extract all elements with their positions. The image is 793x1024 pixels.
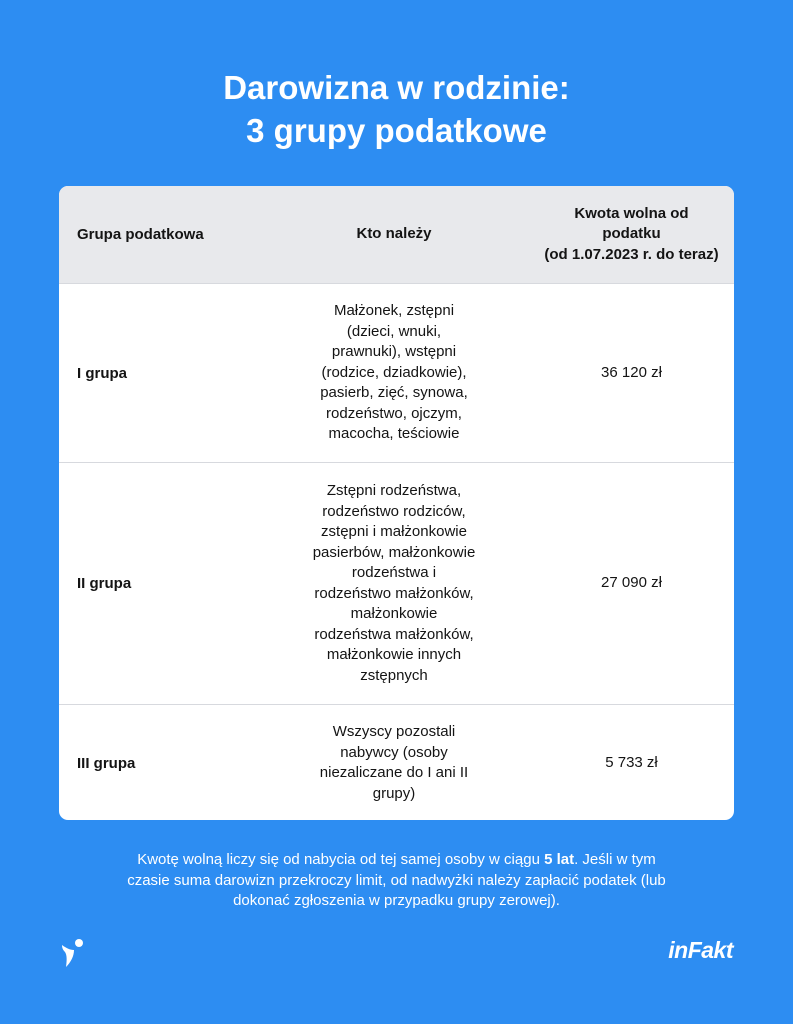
page-title xyxy=(0,66,793,152)
header-who: Kto należy xyxy=(356,225,432,243)
table-row xyxy=(59,462,734,704)
footnote-line-1: Kwotę wolną liczy się od nabycia od tej samej osoby w ciągu 5 lat. Jeśli w tym xyxy=(137,851,656,868)
header-group: Grupa podatkowa xyxy=(77,226,204,243)
table-row xyxy=(59,283,734,462)
page-title-line-1: Darowizna w rodzinie: xyxy=(223,69,570,106)
footnote xyxy=(40,850,753,912)
row-who: Małżonek, zstępni (dzieci, wnuki, prawnuki), wstępni (rodzice, dziadkowie), pasierb, zięć, synowa, rodzeństwo, ojczym, macocha, teściowie xyxy=(320,302,468,443)
table-row xyxy=(59,704,734,820)
header-amount: Kwota wolna od podatku (od 1.07.2023 r. do teraz) xyxy=(544,204,719,263)
footnote-line-3: dokonać zgłoszenia w przypadku grupy zerowej). xyxy=(233,892,560,909)
row-who: Wszyscy pozostali nabywcy (osoby niezaliczane do I ani II grupy) xyxy=(319,723,469,802)
row-group: II grupa xyxy=(77,575,132,592)
row-amount: 27 090 zł xyxy=(601,574,662,592)
row-amount: 5 733 zł xyxy=(605,753,658,771)
brand-logo: inFakt xyxy=(668,937,733,963)
tax-groups-table xyxy=(59,186,734,820)
row-group: I grupa xyxy=(77,364,128,382)
row-group: III grupa xyxy=(77,754,136,772)
table-header-row xyxy=(59,186,734,283)
page-title-line-2: 3 grupy podatkowe xyxy=(246,112,547,149)
row-amount: 36 120 zł xyxy=(601,363,662,381)
footnote-line-2: czasie suma darowizn przekroczy limit, od nadwyżki należy zapłacić podatek (lub xyxy=(127,871,666,889)
row-who: Zstępni rodzeństwa, rodzeństwo rodziców, zstępni i małżonkowie pasierbów, małżonkowie rodzeństwa i rodzeństwo małżonków, małżonkowie rodzeństwa małżonków, małżonkowie innych zstępnych xyxy=(312,482,476,684)
bird-logo-icon xyxy=(60,938,86,968)
